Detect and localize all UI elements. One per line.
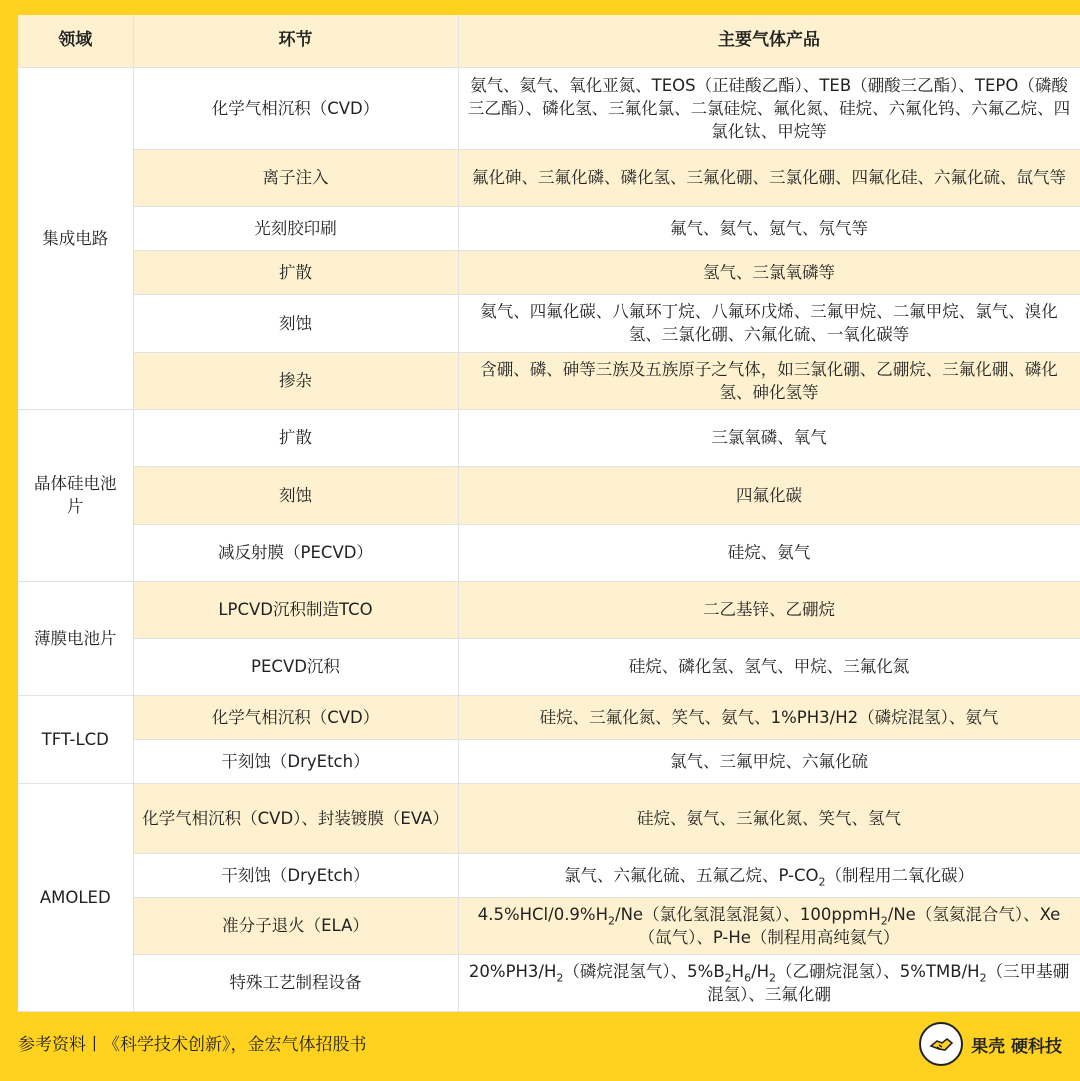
gas-cell: 二乙基锌、乙硼烷	[458, 581, 1080, 638]
handshake-icon	[919, 1022, 963, 1066]
table-row	[18, 581, 1080, 638]
brand-logo	[919, 1020, 1062, 1068]
gas-cell: 含硼、磷、砷等三族及五族原子之气体，如三氯化硼、乙硼烷、三氟化硼、磷化氢、砷化氢等	[458, 352, 1080, 409]
gas-cell: 三氯氧磷、氧气	[458, 409, 1080, 466]
step-cell: 特殊工艺制程设备	[133, 954, 458, 1011]
step-cell: 光刻胶印刷	[133, 206, 458, 250]
gas-cell: 氨气、氦气、氧化亚氮、TEOS（正硅酸乙酯）、TEB（硼酸三乙酯）、TEPO（磷酸三乙酯）、磷化氢、三氟化氯、二氯硅烷、氟化氮、硅烷、六氟化钨、六氟乙烷、四氯化钛、甲烷等	[458, 67, 1080, 149]
step-cell: 减反射膜（PECVD）	[133, 524, 458, 581]
step-cell: 离子注入	[133, 149, 458, 206]
domain-cell: 薄膜电池片	[18, 581, 133, 695]
step-cell: 干刻蚀（DryEtch）	[133, 739, 458, 783]
step-cell: 化学气相沉积（CVD）	[133, 695, 458, 739]
gas-cell: 氯气、三氟甲烷、六氟化硫	[458, 739, 1080, 783]
table-row	[18, 206, 1080, 250]
table-row	[18, 897, 1080, 954]
header-gas: 主要气体产品	[458, 15, 1080, 67]
table-row	[18, 294, 1080, 352]
logo-text: 果壳 硬科技	[971, 1036, 1062, 1057]
table-row	[18, 638, 1080, 695]
gas-cell: 硅烷、氨气、三氟化氮、笑气、氢气	[458, 783, 1080, 853]
table-row	[18, 853, 1080, 897]
domain-cell: 晶体硅电池片	[18, 409, 133, 581]
gas-cell: 氦气、四氟化碳、八氟环丁烷、八氟环戊烯、三氟甲烷、二氟甲烷、氯气、溴化氢、三氯化硼、六氟化硫、一氧化碳等	[458, 294, 1080, 352]
step-cell: 掺杂	[133, 352, 458, 409]
table-row	[18, 67, 1080, 149]
table-row	[18, 695, 1080, 739]
table-row	[18, 409, 1080, 466]
gas-cell: 四氟化碳	[458, 466, 1080, 524]
table-frame	[18, 15, 1080, 1012]
table-row	[18, 352, 1080, 409]
step-cell: PECVD沉积	[133, 638, 458, 695]
table-row	[18, 250, 1080, 294]
step-cell: 扩散	[133, 409, 458, 466]
gas-cell: $4.5\%HCl/0.9\%H_2/Ne$（氯化氢混氢混氦）、100ppmH$_2$/Ne（氢氦混合气）、Xe（氙气）、P-He（制程用高纯氦气）	[458, 897, 1080, 954]
gas-cell: 氟气、氦气、氪气、氖气等	[458, 206, 1080, 250]
gas-cell: 氯气、六氟化硫、五氟乙烷、$P-CO_2$（制程用二氧化碳）	[458, 853, 1080, 897]
table-row	[18, 739, 1080, 783]
gas-cell: 硅烷、氨气	[458, 524, 1080, 581]
domain-cell: 集成电路	[18, 67, 133, 409]
header-step: 环节	[133, 15, 458, 67]
step-cell: 化学气相沉积（CVD）、封装镀膜（EVA）	[133, 783, 458, 853]
step-cell: LPCVD沉积制造TCO	[133, 581, 458, 638]
step-cell: 干刻蚀（DryEtch）	[133, 853, 458, 897]
table-row	[18, 954, 1080, 1011]
gas-cell: $20\%PH3/H_2$（磷烷混氢气）、$5\%B_2H_6/H_2$（乙硼烷混氢）、$5\%TMB/H_2$（三甲基硼混氢）、三氟化硼	[458, 954, 1080, 1011]
step-cell: 准分子退火（ELA）	[133, 897, 458, 954]
gas-cell: 硅烷、磷化氢、氢气、甲烷、三氟化氮	[458, 638, 1080, 695]
gas-cell: 硅烷、三氟化氮、笑气、氨气、1%PH3/H2（磷烷混氢）、氨气	[458, 695, 1080, 739]
table-row	[18, 783, 1080, 853]
domain-cell: AMOLED	[18, 783, 133, 1011]
gas-table	[18, 15, 1080, 1012]
table-row	[18, 524, 1080, 581]
step-cell: 扩散	[133, 250, 458, 294]
table-row	[18, 149, 1080, 206]
step-cell: 刻蚀	[133, 294, 458, 352]
domain-cell: TFT-LCD	[18, 695, 133, 783]
reference-footer: 参考资料丨《科学技术创新》，金宏气体招股书	[18, 1035, 367, 1055]
table-row	[18, 466, 1080, 524]
step-cell: 刻蚀	[133, 466, 458, 524]
table-header	[18, 15, 1080, 67]
gas-cell: 氢气、三氯氧磷等	[458, 250, 1080, 294]
step-cell: 化学气相沉积（CVD）	[133, 67, 458, 149]
gas-cell: 氟化砷、三氟化磷、磷化氢、三氟化硼、三氯化硼、四氟化硅、六氟化硫、氙气等	[458, 149, 1080, 206]
header-domain: 领域	[18, 15, 133, 67]
